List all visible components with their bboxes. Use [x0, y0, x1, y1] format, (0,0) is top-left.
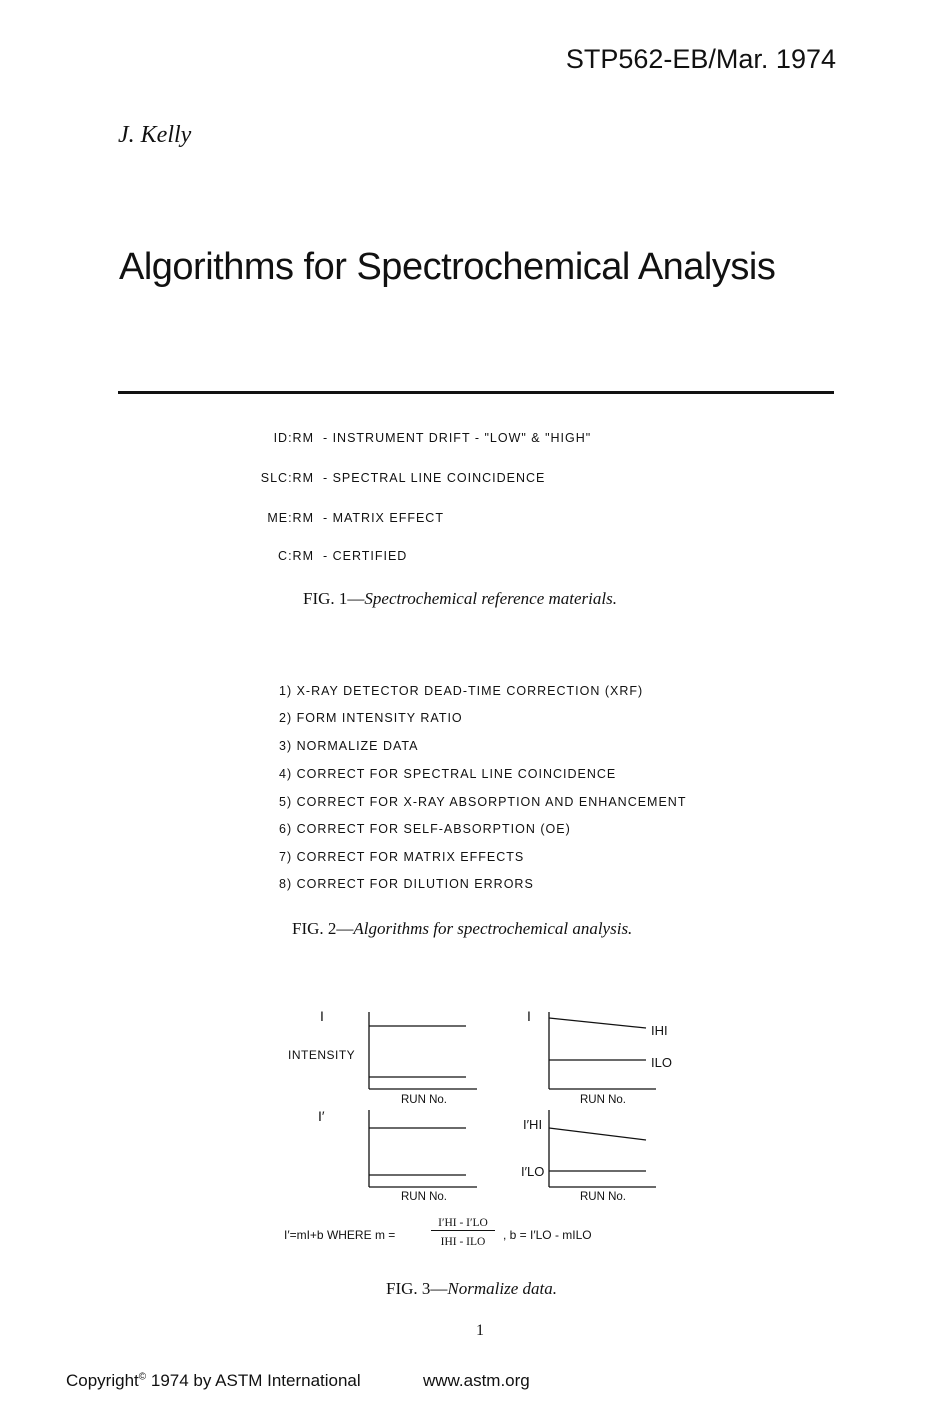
page-title: Algorithms for Spectrochemical Analysis	[119, 246, 776, 288]
fig3-caption-text: Normalize data.	[447, 1279, 557, 1298]
label-ilo: ILO	[651, 1055, 672, 1070]
fig1-item-text: - INSTRUMENT DRIFT - "LOW" & "HIGH"	[322, 431, 592, 445]
equation-numerator: I′HI - I′LO	[431, 1217, 495, 1231]
fig2-caption-text: Algorithms for spectrochemical analysis.	[353, 919, 633, 938]
fig1-item-text: - CERTIFIED	[322, 549, 408, 563]
label-ilo-prime: I′LO	[521, 1164, 545, 1179]
fig1-item-text: - SPECTRAL LINE COINCIDENCE	[322, 471, 546, 485]
normalize-equation-right: , b = I′LO - mILO	[503, 1228, 592, 1242]
label-ihi-prime: I′HI	[523, 1117, 543, 1132]
fig2-item: 7) CORRECT FOR MATRIX EFFECTS	[279, 850, 525, 864]
run-no-label: RUN No.	[580, 1094, 627, 1106]
copyright-label: Copyright	[66, 1371, 139, 1390]
equation-denominator: IHI - ILO	[440, 1236, 486, 1248]
fig2-caption	[292, 919, 632, 939]
fig3-caption-number: FIG. 3—	[386, 1279, 448, 1298]
fig1-caption	[303, 589, 617, 609]
label-intensity: INTENSITY	[288, 1048, 356, 1062]
label-ihi: IHI	[651, 1023, 668, 1038]
copyright-notice	[66, 1371, 361, 1391]
fig2-item: 8) CORRECT FOR DILUTION ERRORS	[279, 877, 534, 891]
fig1-item-text: - MATRIX EFFECT	[322, 511, 444, 525]
fig1-item-code: ID:RM	[273, 431, 314, 445]
fig2-caption-number: FIG. 2—	[292, 919, 354, 938]
fig2-item: 5) CORRECT FOR X-RAY ABSORPTION AND ENHANCEMENT	[279, 795, 687, 809]
label-i: I	[320, 1008, 324, 1024]
fig2-item: 1) X-RAY DETECTOR DEAD-TIME CORRECTION (XRF)	[279, 684, 644, 698]
fig2-item: 6) CORRECT FOR SELF-ABSORPTION (OE)	[279, 822, 571, 836]
normalize-equation-left: I′=mI+b WHERE m =	[284, 1228, 396, 1242]
fig1-item	[252, 431, 591, 445]
fig1-item	[252, 511, 444, 525]
stp-number: STP562-EB/Mar. 1974	[565, 44, 836, 74]
page-number: 1	[476, 1322, 484, 1339]
astm-website-link[interactable]: www.astm.org	[423, 1371, 530, 1390]
fig1-item-code: ME:RM	[267, 511, 314, 525]
fig2-item: 4) CORRECT FOR SPECTRAL LINE COINCIDENCE	[279, 767, 617, 781]
copyright-text: 1974 by ASTM International	[146, 1371, 361, 1390]
line-high-drift	[549, 1128, 646, 1140]
run-no-label: RUN No.	[401, 1094, 448, 1106]
fig2-item: 2) FORM INTENSITY RATIO	[279, 711, 463, 725]
copyright-symbol: ©	[138, 1371, 147, 1383]
fig1-item-code: C:RM	[278, 549, 314, 563]
fig1-caption-number: FIG. 1—	[303, 589, 365, 608]
fig1-item	[252, 471, 545, 485]
run-no-label: RUN No.	[401, 1191, 448, 1203]
label-i-prime: I′	[318, 1108, 325, 1124]
fig2-item: 3) NORMALIZE DATA	[279, 739, 419, 753]
title-rule	[118, 391, 834, 394]
fig3-caption	[386, 1279, 557, 1299]
fig1-item-code: SLC:RM	[260, 471, 314, 485]
fig1-caption-text: Spectrochemical reference materials.	[364, 589, 617, 608]
run-no-label: RUN No.	[580, 1191, 627, 1203]
line-high-drift	[549, 1018, 646, 1028]
fig1-item	[252, 549, 407, 563]
label-i: I	[527, 1008, 531, 1024]
author: J. Kelly	[118, 122, 192, 148]
